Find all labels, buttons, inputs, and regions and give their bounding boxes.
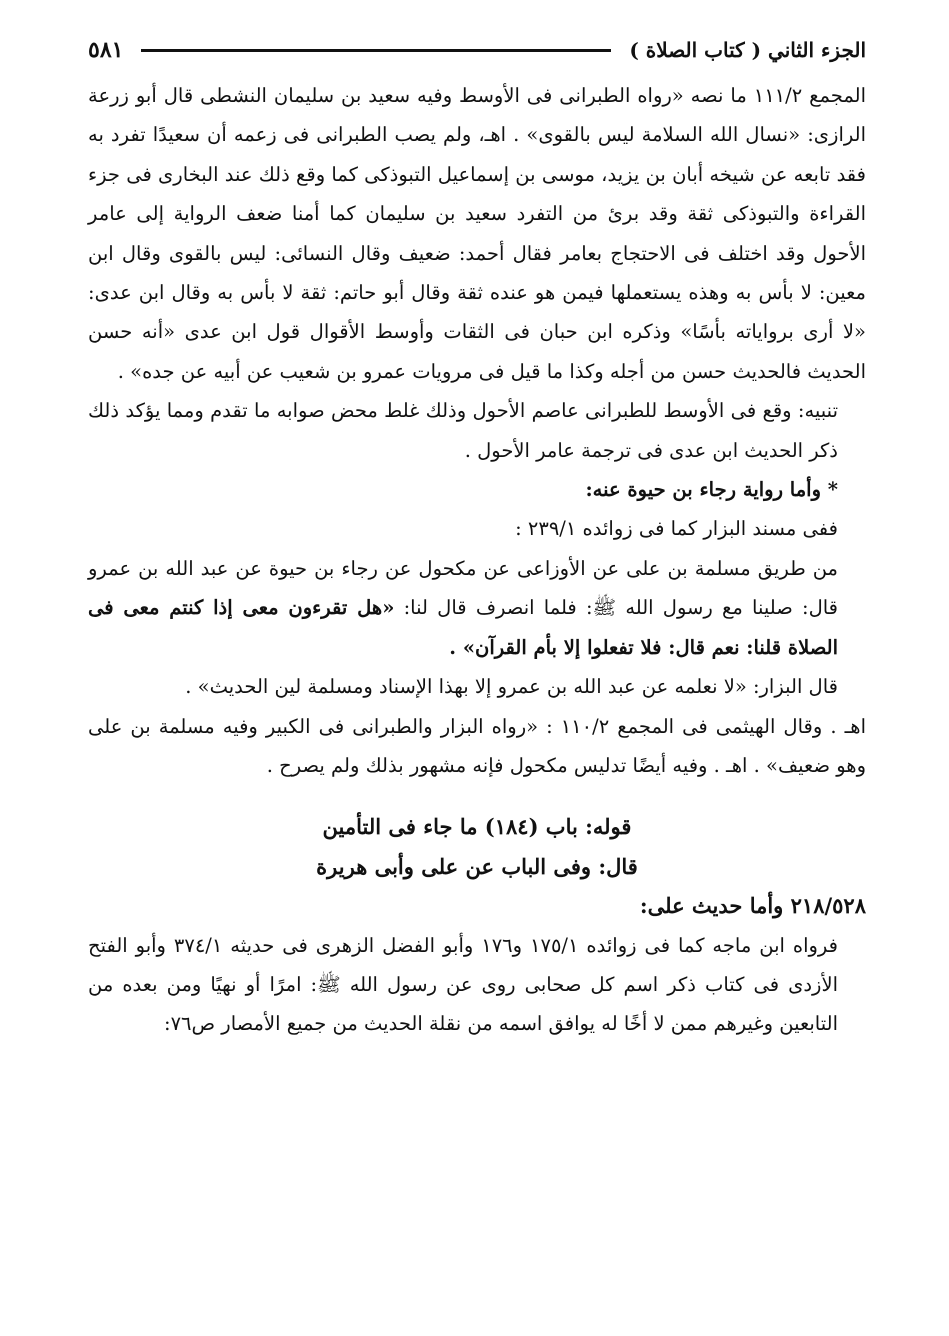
section-title-hadith-ali: ٢١٨/٥٢٨ وأما حديث على: — [639, 893, 866, 919]
paragraph-bazzar-comment: قال البزار: «لا نعلمه عن عبد الله بن عمرو إلا بهذا الإسناد ومسلمة لين الحديث» . — [185, 675, 838, 699]
paragraph-tanbih: تنبيه: وقع فى الأوسط للطبرانى عاصم الأحول وذلك غلط محض صوابه ما تقدم ومما يؤكد ذلك ذكر الحديث ابن عدى فى ترجمة عامر الأحول . — [88, 399, 838, 462]
book-page — [88, 30, 866, 1320]
running-title: الجزء الثاني ( كتاب الصلاة ) — [629, 38, 866, 62]
header-rule — [141, 49, 611, 52]
paragraph-hadith-text — [88, 549, 866, 667]
page-body — [88, 76, 866, 1044]
chapter-subheading: قال: وفى الباب عن على وأبى هريرة — [316, 853, 638, 879]
hadith-matn: «هل تقرءون معى إذا كنتم معى فى الصلاة قلنا: نعم قال: فلا تفعلوا إلا بأم القرآن» . — [88, 596, 838, 659]
paragraph-haythami-comment: اهـ . وقال الهيثمى فى المجمع ١١٠/٢ : «رواه البزار والطبرانى فى الكبير وفيه مسلمة بن على وهو ضعيف» . اهـ . وفيه أيضًا تدليس مكحول فإنه مشهور بذلك ولم يصرح . — [88, 714, 866, 777]
hadith-isnad: من طريق مسلمة بن على عن الأوزاعى عن مكحول عن رجاء بن حيوة عن عبد الله بن عمرو قال: صلينا مع رسول الله ﷺ: فلما انصرف قال لنا: — [88, 556, 838, 620]
chapter-heading: قوله: باب (١٨٤) ما جاء فى التأمين — [322, 814, 632, 840]
paragraph-takhrij-majma: المجمع ١١١/٢ ما نصه «رواه الطبرانى فى الأوسط وفيه سعيد بن سليمان النشطى قال أبو زرعة الرازى: «نسال الله السلامة ليس بالقوى» . اهـ، ولم يصب الطبرانى فى زعمه أن سعيدًا تفرد به فقد تابعه عن شيخه أبان بن يزيد، موسى بن إسماعيل التبوذكى كما وقع ذلك عند البخارى فى جزء القراءة والتبوذكى ثقة وقد برئ من التفرد سعيد بن سليمان كما أمنا ضعف الرواية إلى عامر الأحول وقد اختلف فى الاحتجاج بعامر فقال أحمد: ضعيف وقال النسائى: ليس بالقوى وقال ابن معين: لا بأس به وهذه يستعملها فيمن هو عنده ثقة وقال أبو حاتم: ثقة لا بأس به وقال ابن عدى: «لا أرى برواياته بأسًا» وذكره ابن حبان فى الثقات وأوسط الأقوال قول ابن عدى «أنه حسن الحديث فالحديث حسن من أجله وكذا ما قيل فى مرويات عمرو بن شعيب عن أبيه عن جده» . — [88, 84, 866, 383]
paragraph-ibn-majah: فرواه ابن ماجه كما فى زوائده ١٧٥/١ و١٧٦ وأبو الفضل الزهرى فى حديثه ٣٧٤/١ وأبو الفتح الأزدى فى كتاب ذكر اسم كل صحابى روى عن رسول الله ﷺ: امرًا أو نهيًا ومن بعده من التابعين وغيرهم ممن لا أخًا له يوافق اسمه من نقلة الحديث من جميع الأمصار ص٧٦: — [88, 933, 838, 1036]
page-header — [88, 30, 866, 70]
subheading-raja-riwaya: * وأما رواية رجاء بن حيوة عنه: — [585, 478, 838, 502]
page-number: ٥٨١ — [88, 37, 124, 63]
paragraph-musnad-bazzar: ففى مسند البزار كما فى زوائده ٢٣٩/١ : — [515, 517, 838, 541]
